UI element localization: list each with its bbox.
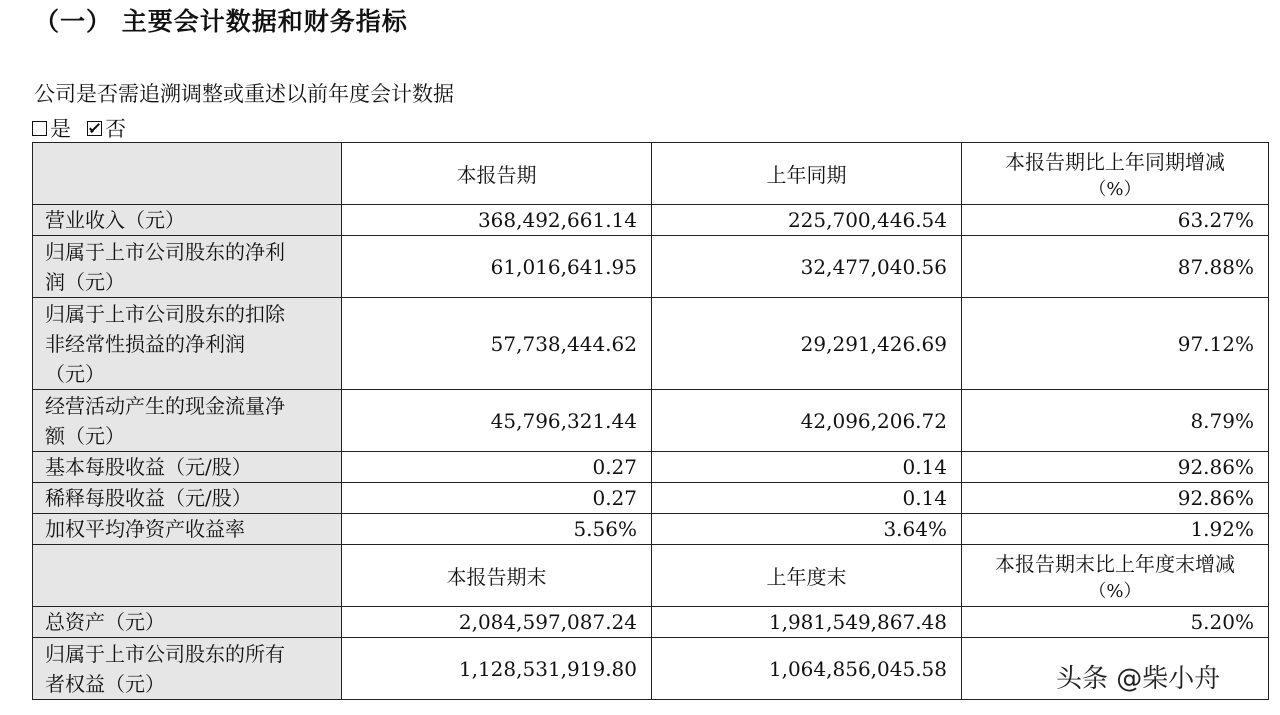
value-prior: 29,291,426.69 xyxy=(652,298,962,390)
value-prior: 225,700,446.54 xyxy=(652,205,962,236)
value-change: 87.88% xyxy=(962,236,1269,298)
header-row xyxy=(33,143,1269,205)
row-label-line: 归属于上市公司股东的所有 xyxy=(45,641,285,666)
row-label-line: 归属于上市公司股东的净利 xyxy=(45,239,285,264)
option-no[interactable] xyxy=(87,113,126,143)
row-label-line: （元） xyxy=(45,361,105,386)
financial-data-table xyxy=(32,142,1269,700)
section-heading: （一） 主要会计数据和财务指标 xyxy=(34,7,408,36)
value-current: 57,738,444.62 xyxy=(342,298,652,390)
row-label xyxy=(33,390,342,452)
value-prior: 1,064,856,045.58 xyxy=(652,638,962,700)
value-prior: 42,096,206.72 xyxy=(652,390,962,452)
row-label xyxy=(33,298,342,390)
value-prior: 0.14 xyxy=(652,483,962,514)
option-no-label: 否 xyxy=(105,117,126,141)
row-label xyxy=(33,483,342,514)
value-change: 97.12% xyxy=(962,298,1269,390)
row-label xyxy=(33,638,342,700)
row-label-line: 额（元） xyxy=(45,423,125,448)
change-header-unit: （%） xyxy=(1088,179,1142,200)
table-row xyxy=(33,298,1269,390)
row-label-line: 非经常性损益的净利润 xyxy=(45,331,245,356)
table-row xyxy=(33,205,1269,236)
option-yes[interactable] xyxy=(32,113,71,143)
change-header-label: 本报告期末比上年度末增减 xyxy=(995,552,1235,576)
value-current: 368,492,661.14 xyxy=(342,205,652,236)
value-current: 5.56% xyxy=(342,514,652,545)
header-blank-cell xyxy=(33,545,342,607)
table-row xyxy=(33,607,1269,638)
value-change: 5.20% xyxy=(962,607,1269,638)
row-label xyxy=(33,236,342,298)
change-header-label: 本报告期比上年同期增减 xyxy=(1005,150,1225,174)
change-column-header xyxy=(962,143,1269,205)
table-row xyxy=(33,514,1269,545)
value-current: 0.27 xyxy=(342,483,652,514)
row-label-line: 经营活动产生的现金流量净 xyxy=(45,393,285,418)
change-column-header xyxy=(962,545,1269,607)
value-prior: 32,477,040.56 xyxy=(652,236,962,298)
value-change: 63.27% xyxy=(962,205,1269,236)
value-prior: 3.64% xyxy=(652,514,962,545)
row-label-line: 归属于上市公司股东的扣除 xyxy=(45,301,285,326)
value-change: 8.79% xyxy=(962,390,1269,452)
row-label xyxy=(33,514,342,545)
row-label-line: 者权益（元） xyxy=(45,671,165,696)
table-row xyxy=(33,483,1269,514)
checked-box-icon xyxy=(87,121,102,136)
header-blank-cell xyxy=(33,143,342,205)
watermark: 头条 @柴小舟 xyxy=(1052,658,1224,695)
row-label-line: 营业收入（元） xyxy=(45,208,185,232)
table-row xyxy=(33,236,1269,298)
row-label-line: 稀释每股收益（元/股） xyxy=(45,486,252,510)
change-header-unit: （%） xyxy=(1088,581,1142,602)
column-header: 上年度末 xyxy=(652,545,962,607)
header-row xyxy=(33,545,1269,607)
column-header: 本报告期 xyxy=(342,143,652,205)
row-label xyxy=(33,205,342,236)
column-header: 本报告期末 xyxy=(342,545,652,607)
value-current: 1,128,531,919.80 xyxy=(342,638,652,700)
row-label-line: 润（元） xyxy=(45,269,125,294)
row-label-line: 加权平均净资产收益率 xyxy=(45,517,245,541)
table-row xyxy=(33,452,1269,483)
row-label-line: 基本每股收益（元/股） xyxy=(45,455,252,479)
value-current: 45,796,321.44 xyxy=(342,390,652,452)
value-prior: 0.14 xyxy=(652,452,962,483)
column-header: 上年同期 xyxy=(652,143,962,205)
value-change: 92.86% xyxy=(962,483,1269,514)
unchecked-box-icon xyxy=(32,121,47,136)
value-current: 0.27 xyxy=(342,452,652,483)
value-change: 92.86% xyxy=(962,452,1269,483)
restatement-question: 公司是否需追溯调整或重述以前年度会计数据 xyxy=(34,82,454,106)
value-current: 61,016,641.95 xyxy=(342,236,652,298)
row-label xyxy=(33,452,342,483)
restatement-options xyxy=(32,113,142,143)
option-yes-label: 是 xyxy=(50,117,71,141)
row-label xyxy=(33,607,342,638)
row-label-line: 总资产（元） xyxy=(45,610,165,634)
table-row xyxy=(33,390,1269,452)
value-current: 2,084,597,087.24 xyxy=(342,607,652,638)
value-prior: 1,981,549,867.48 xyxy=(652,607,962,638)
value-change: 1.92% xyxy=(962,514,1269,545)
